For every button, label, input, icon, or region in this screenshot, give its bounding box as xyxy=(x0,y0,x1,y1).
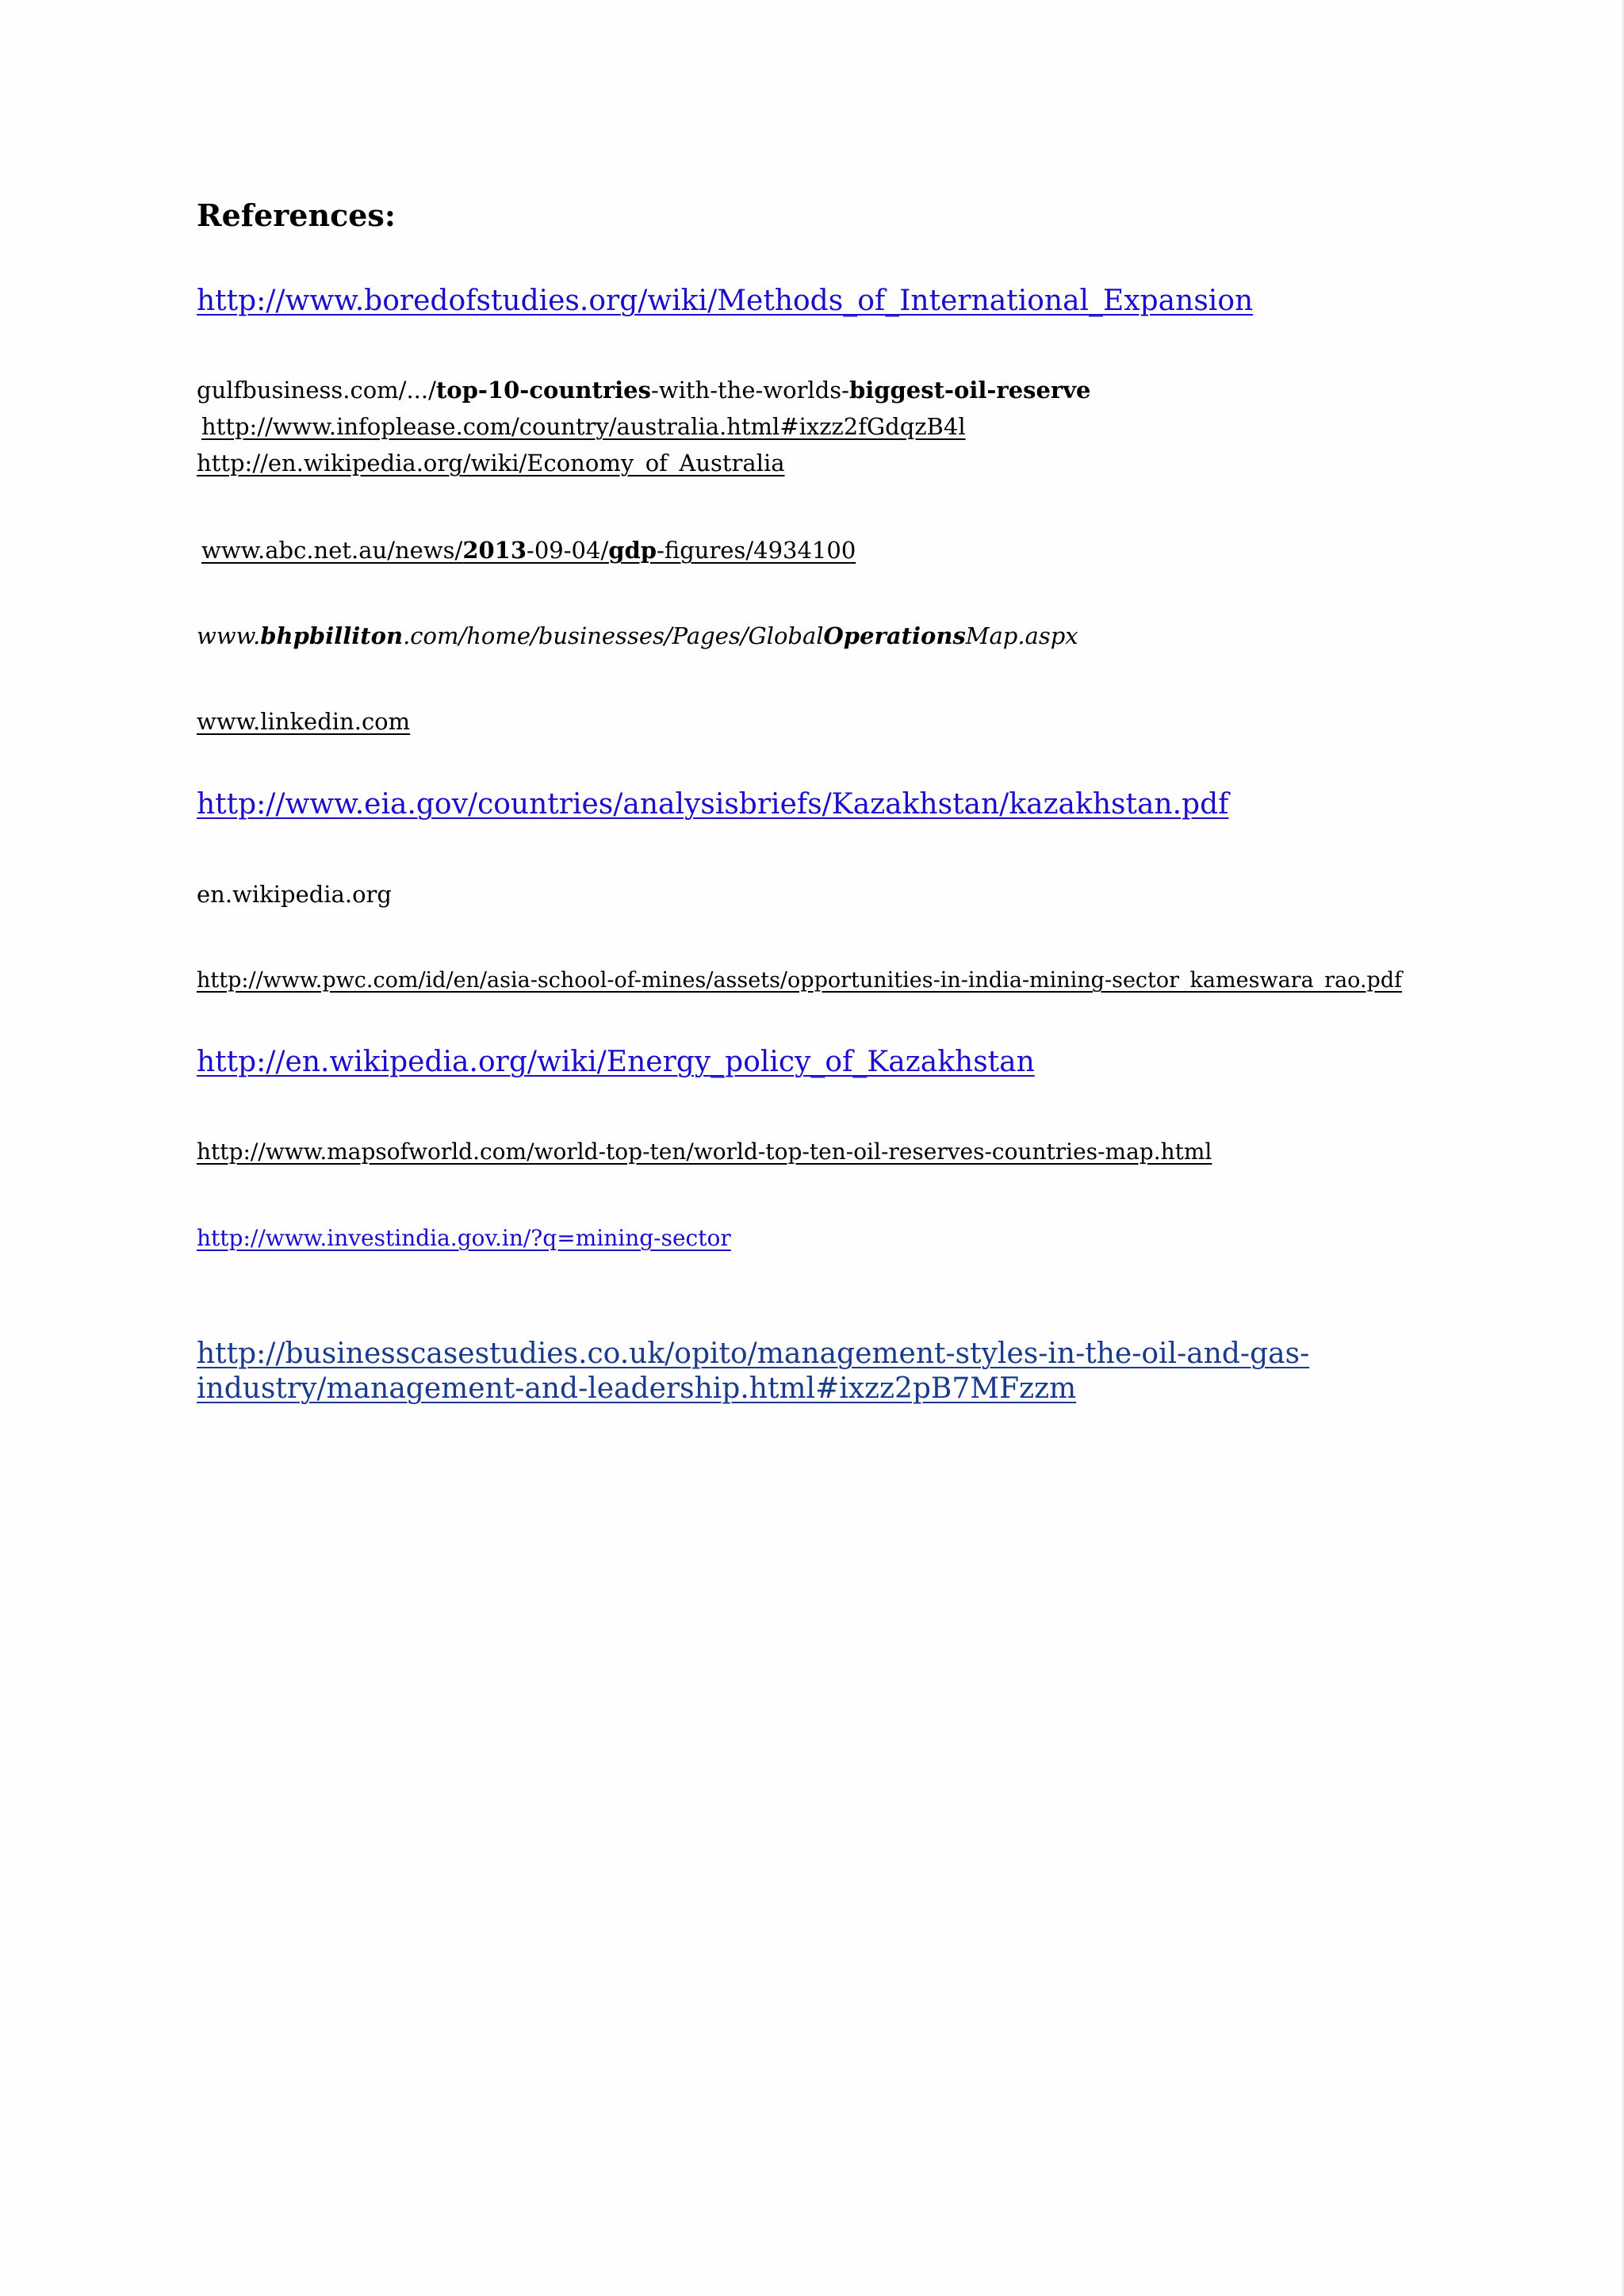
bhp-part-1: www. xyxy=(197,622,261,649)
bhp-part-2: bhpbilliton xyxy=(260,622,404,649)
gulf-part-3: -with-the-worlds- xyxy=(650,377,849,404)
link-infoplease[interactable]: http://www.infoplease.com/country/australia.html#ixzz2fGdqzB4l xyxy=(201,413,966,440)
link-investindia[interactable]: http://www.investindia.gov.in/?q=mining-sector xyxy=(197,1225,731,1251)
link-eia-kazakhstan[interactable]: http://www.eia.gov/countries/analysisbriefs/Kazakhstan/kazakhstan.pdf xyxy=(197,788,1229,821)
link-wiki-economy-australia[interactable]: http://en.wikipedia.org/wiki/Economy_of_Australia xyxy=(197,450,785,476)
gulf-part-4: biggest-oil-reserve xyxy=(848,377,1091,404)
bhp-part-4: Operations xyxy=(823,622,966,649)
link-businesscasestudies-line2[interactable]: industry/management-and-leadership.html#ixzz2pB7MFzzm xyxy=(197,1372,1077,1405)
link-linkedin[interactable]: www.linkedin.com xyxy=(197,708,411,735)
ref-en-wikipedia: en.wikipedia.org xyxy=(197,881,392,908)
references-heading: References: xyxy=(197,197,396,233)
ref-bhpbilliton xyxy=(197,622,1078,650)
abc-part-3: -09-04/ xyxy=(527,537,609,564)
gulf-part-2: top-10-countries xyxy=(435,377,651,404)
abc-part-4: gdp xyxy=(608,537,657,564)
link-businesscasestudies-line1[interactable]: http://businesscasestudies.co.uk/opito/management-styles-in-the-oil-and-gas- xyxy=(197,1337,1310,1370)
bhp-part-3: .com/home/businesses/Pages/Global xyxy=(403,622,824,649)
link-mapsofworld[interactable]: http://www.mapsofworld.com/world-top-ten/world-top-ten-oil-reserves-countries-map.html xyxy=(197,1138,1212,1165)
link-pwc-mining[interactable]: http://www.pwc.com/id/en/asia-school-of-mines/assets/opportunities-in-india-mining-sector_kameswara_rao.pdf xyxy=(197,968,1403,993)
abc-part-5: -figures/4934100 xyxy=(657,537,856,564)
bhp-part-5: Map.aspx xyxy=(965,622,1078,649)
link-boredofstudies[interactable]: http://www.boredofstudies.org/wiki/Methods_of_International_Expansion xyxy=(197,285,1254,317)
abc-part-1: www.abc.net.au/news/ xyxy=(201,537,463,564)
abc-part-2: 2013 xyxy=(462,537,527,564)
link-energy-policy-kazakhstan[interactable]: http://en.wikipedia.org/wiki/Energy_policy_of_Kazakhstan xyxy=(197,1046,1035,1078)
link-abc-news[interactable] xyxy=(201,536,856,564)
gulf-part-1: gulfbusiness.com/.../ xyxy=(197,377,436,404)
ref-gulfbusiness xyxy=(197,376,1091,404)
